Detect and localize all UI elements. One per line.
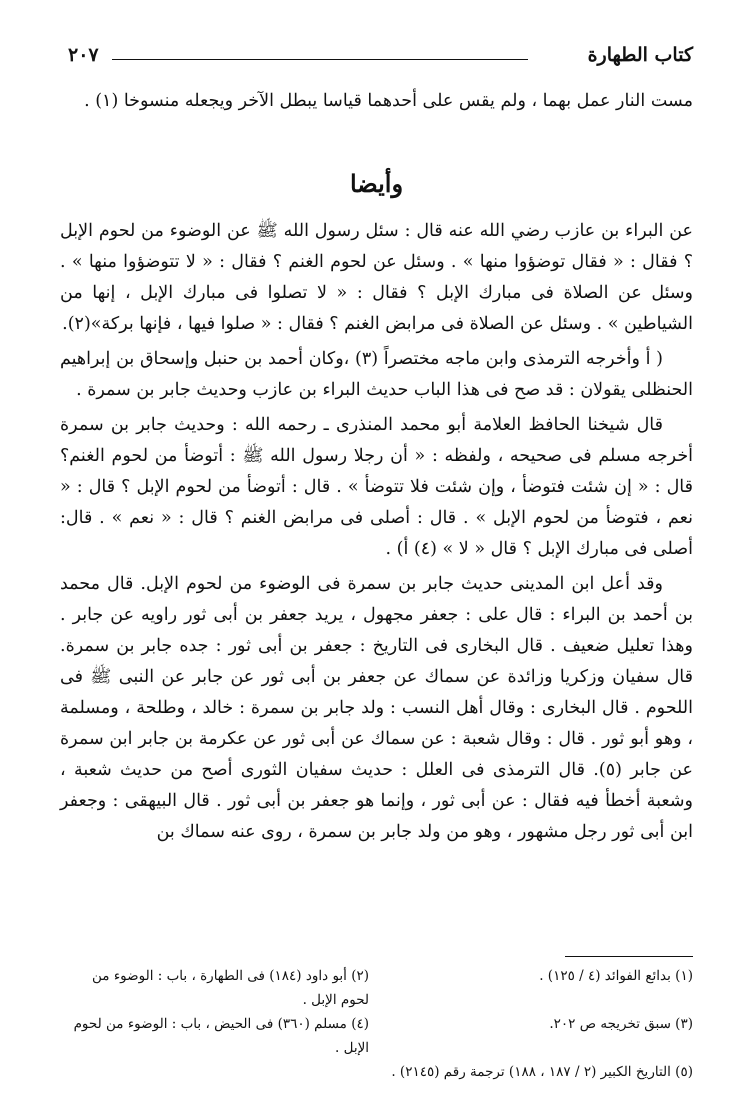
main-text	[60, 80, 693, 848]
footnote-1: (١) بدائع الفوائد (٤ / ١٢٥) .	[539, 968, 693, 984]
footnote-2: (٢) أبو داود (١٨٤) فى الطهارة ، باب : الوضوء من لحوم الإبل .	[92, 968, 370, 1008]
paragraph-4: قال شيخنا الحافظ العلامة أبو محمد المنذرى ـ رحمه الله : وحديث جابر بن سمرة أخرجه مسلم فى صحيحه ، ولفظه : « أن رجلا رسول الله ﷺ : أتوضأ من لحوم الغنم؟ قال : « إن شئت فتوضأ ، وإن شئت فلا تتوضأ » . قال : أتوضأ من لحوم الإبل ؟ قال : « نعم ، فتوضأ من لحوم الإبل » . قال : أصلى فى مرابض الغنم ؟ قال : « نعم » . قال: أصلى فى مبارك الإبل ؟ قال « لا » (٤) أ) .	[60, 415, 693, 559]
footnote-row	[70, 1012, 693, 1060]
footnotes	[70, 964, 693, 1084]
paragraph-3: ( أ وأخرجه الترمذى وابن ماجه مختصراً (٣) ،وكان أحمد بن حنبل وإسحاق بن إبراهيم الحنظلى يقولان : قد صح فى هذا الباب حديث البراء بن عازب وحديث جابر بن سمرة .	[60, 349, 693, 400]
footnote-4: (٤) مسلم (٣٦٠) فى الحيض ، باب : الوضوء من لحوم الإبل .	[73, 1016, 370, 1056]
footnote-5: (٥) التاريخ الكبير (٢ / ١٨٧ ، ١٨٨) ترجمة رقم (٢١٤٥) .	[391, 1064, 693, 1080]
paragraph-2: عن البراء بن عازب رضي الله عنه قال : سئل رسول الله ﷺ عن الوضوء من لحوم الإبل ؟ فقال : « فقال توضؤوا منها » . وسئل عن لحوم الغنم ؟ فقال : « لا تتوضؤوا منها » . وسئل عن الصلاة فى مبارك الإبل ؟ فقال : « لا تصلوا فى مبارك الإبل ، إنها من الشياطين » . وسئل عن الصلاة فى مرابض الغنم ؟ فقال : « صلوا فيها ، فإنها بركة»(٢).	[60, 221, 693, 334]
footnote-separator	[565, 956, 693, 957]
paragraph-5: وقد أعل ابن المدينى حديث جابر بن سمرة فى الوضوء من لحوم الإبل. قال محمد بن أحمد بن البراء : قال على : جعفر مجهول ، يريد جعفر بن أبى ثور راويه عن جابر . وهذا تعليل ضعيف . قال البخارى فى التاريخ : جعفر بن أبى ثور : جده جابر بن سمرة. قال سفيان وزكريا وزائدة عن سماك عن جعفر بن أبى ثور عن جابر عن النبى ﷺ فى اللحوم . قال البخارى : وقال أهل النسب : ولد جابر بن سمرة : خالد ، وطلحة ، ومسلمة ، وهو أبو ثور . قال : وقال شعبة : عن سماك عن أبى ثور عن عكرمة بن جابر ابن سمرة عن جابر (٥). قال الترمذى فى العلل : حديث سفيان الثورى أصح من حديث شعبة ، وشعبة أخطأ فيه فقال : عن أبى ثور ، وإنما هو جعفر بن أبى ثور . قال البيهقى : وجعفر ابن أبى ثور رجل مشهور ، وهو من ولد جابر بن سمرة ، روى عنه سماك بن	[60, 574, 693, 842]
page-number: ٢٠٧	[68, 44, 99, 66]
header-rule	[112, 59, 528, 60]
footnote-3: (٣) سبق تخريجه ص ٢٠٢.	[549, 1016, 693, 1032]
section-heading: وأيضا	[349, 169, 404, 198]
paragraph-1: مست النار عمل بهما ، ولم يقس على أحدهما قياسا يبطل الآخر ويجعله منسوخا (١) .	[84, 91, 693, 111]
footnote-row	[70, 1060, 693, 1084]
running-title: كتاب الطهارة	[587, 44, 693, 66]
page-header	[60, 44, 693, 74]
footnote-row	[70, 964, 693, 1012]
